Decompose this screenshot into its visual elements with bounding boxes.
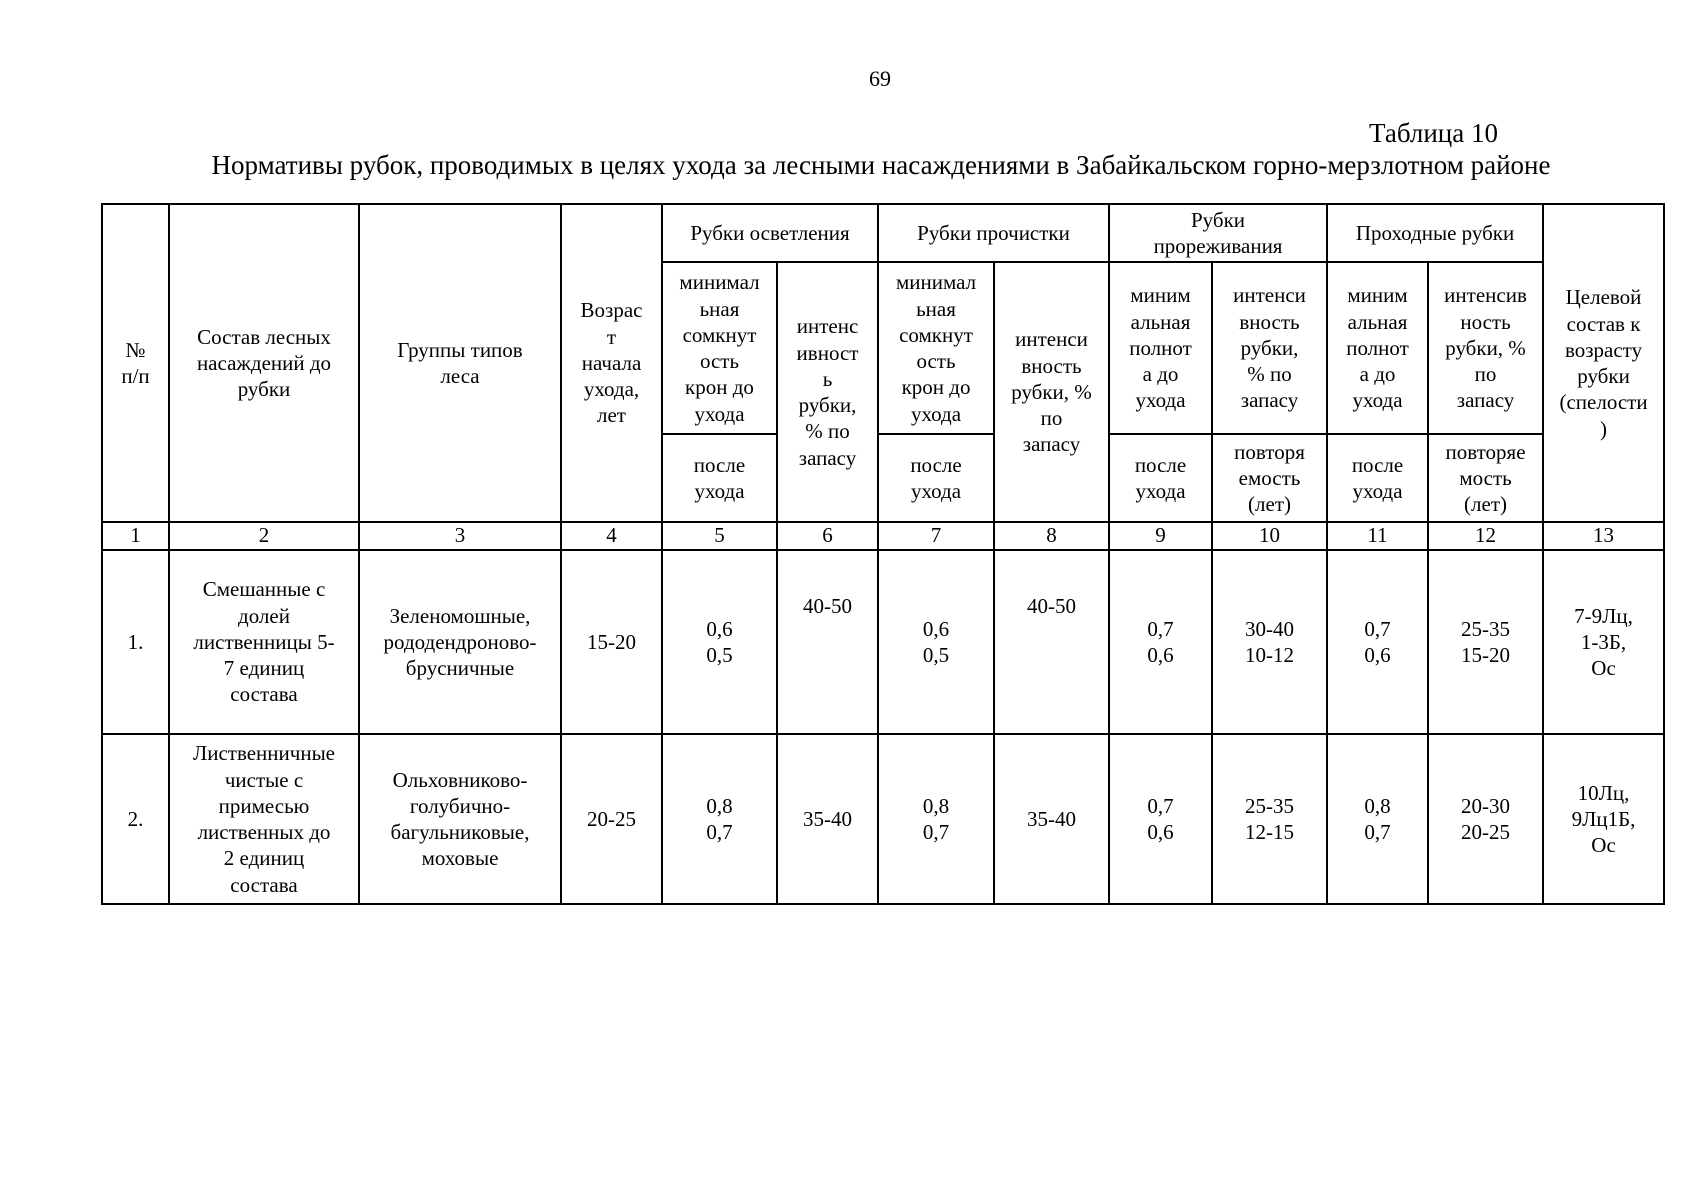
header-cleaning-intensity: интенси вность рубки, % по запасу [994,262,1109,522]
column-number: 9 [1109,522,1212,550]
header-row-groups [102,204,1664,262]
row-target: 7-9Лц, 1-3Б, Ос [1543,550,1664,734]
row-age: 20-25 [561,734,662,904]
column-number: 7 [878,522,994,550]
column-number: 8 [994,522,1109,550]
column-number: 4 [561,522,662,550]
table-row [102,734,1664,904]
header-cleaning-min: минимал ьная сомкнут ость крон до ухода [878,262,994,434]
row-cleaning-density: 0,6 0,5 [878,550,994,734]
row-passage-density: 0,7 0,6 [1327,550,1428,734]
column-number: 10 [1212,522,1327,550]
header-clearing-min: минимал ьная сомкнут ость крон до ухода [662,262,777,434]
header-passage-repeat: повторяе мость (лет) [1428,434,1543,522]
header-col-num: № п/п [102,204,169,522]
header-group-passage: Проходные рубки [1327,204,1543,262]
table-row [102,550,1664,734]
header-thinning-intensity: интенси вность рубки, % по запасу [1212,262,1327,434]
row-target: 10Лц, 9Лц1Б, Ос [1543,734,1664,904]
column-number: 2 [169,522,359,550]
header-clearing-after: после ухода [662,434,777,522]
header-col-target: Целевой состав к возрасту рубки (спелости ) [1543,204,1664,522]
row-passage-density: 0,8 0,7 [1327,734,1428,904]
column-number: 13 [1543,522,1664,550]
header-group-clearing: Рубки осветления [662,204,878,262]
header-thinning-min: миним альная полнот а до ухода [1109,262,1212,434]
header-passage-after: после ухода [1327,434,1428,522]
row-clearing-intensity: 40-50 [777,550,878,734]
row-clearing-density: 0,6 0,5 [662,550,777,734]
row-cleaning-intensity: 40-50 [994,550,1109,734]
column-number: 1 [102,522,169,550]
header-passage-min: миним альная полнот а до ухода [1327,262,1428,434]
page-number: 69 [869,66,891,91]
header-group-cleaning: Рубки прочистки [878,204,1109,262]
column-number: 6 [777,522,878,550]
row-composition: Смешанные с долей лиственницы 5- 7 единиц состава [169,550,359,734]
header-clearing-intensity: интенс ивност ь рубки, % по запасу [777,262,878,522]
row-num: 1. [102,550,169,734]
header-col-forest-groups: Группы типов леса [359,204,561,522]
column-number: 12 [1428,522,1543,550]
row-thinning-intensity: 25-35 12-15 [1212,734,1327,904]
row-clearing-density: 0,8 0,7 [662,734,777,904]
column-number: 3 [359,522,561,550]
header-group-thinning: Рубки прореживания [1109,204,1327,262]
header-thinning-repeat: повторя емость (лет) [1212,434,1327,522]
column-number: 5 [662,522,777,550]
row-passage-intensity: 25-35 15-20 [1428,550,1543,734]
row-cleaning-intensity: 35-40 [994,734,1109,904]
row-thinning-intensity: 30-40 10-12 [1212,550,1327,734]
header-col-composition: Состав лесных насаждений до рубки [169,204,359,522]
table-title: Нормативы рубок, проводимых в целях ухода за лесными насаждениями в Забайкальском горно-мерзлотном районе [211,150,1551,180]
row-age: 15-20 [561,550,662,734]
row-composition: Лиственничные чистые с примесью лиственных до 2 единиц состава [169,734,359,904]
table-label: Таблица 10 [1369,118,1498,148]
norms-table [101,203,1665,905]
row-passage-intensity: 20-30 20-25 [1428,734,1543,904]
header-passage-intensity: интенсив ность рубки, % по запасу [1428,262,1543,434]
row-thinning-density: 0,7 0,6 [1109,734,1212,904]
row-forest-groups: Зеленомошные, рододендроново- брусничные [359,550,561,734]
header-thinning-after: после ухода [1109,434,1212,522]
row-forest-groups: Ольховниково- голубично- багульниковые, моховые [359,734,561,904]
row-num: 2. [102,734,169,904]
row-cleaning-density: 0,8 0,7 [878,734,994,904]
row-thinning-density: 0,7 0,6 [1109,550,1212,734]
header-col-age: Возрас т начала ухода, лет [561,204,662,522]
column-number-row [102,522,1664,550]
row-clearing-intensity: 35-40 [777,734,878,904]
column-number: 11 [1327,522,1428,550]
header-cleaning-after: после ухода [878,434,994,522]
